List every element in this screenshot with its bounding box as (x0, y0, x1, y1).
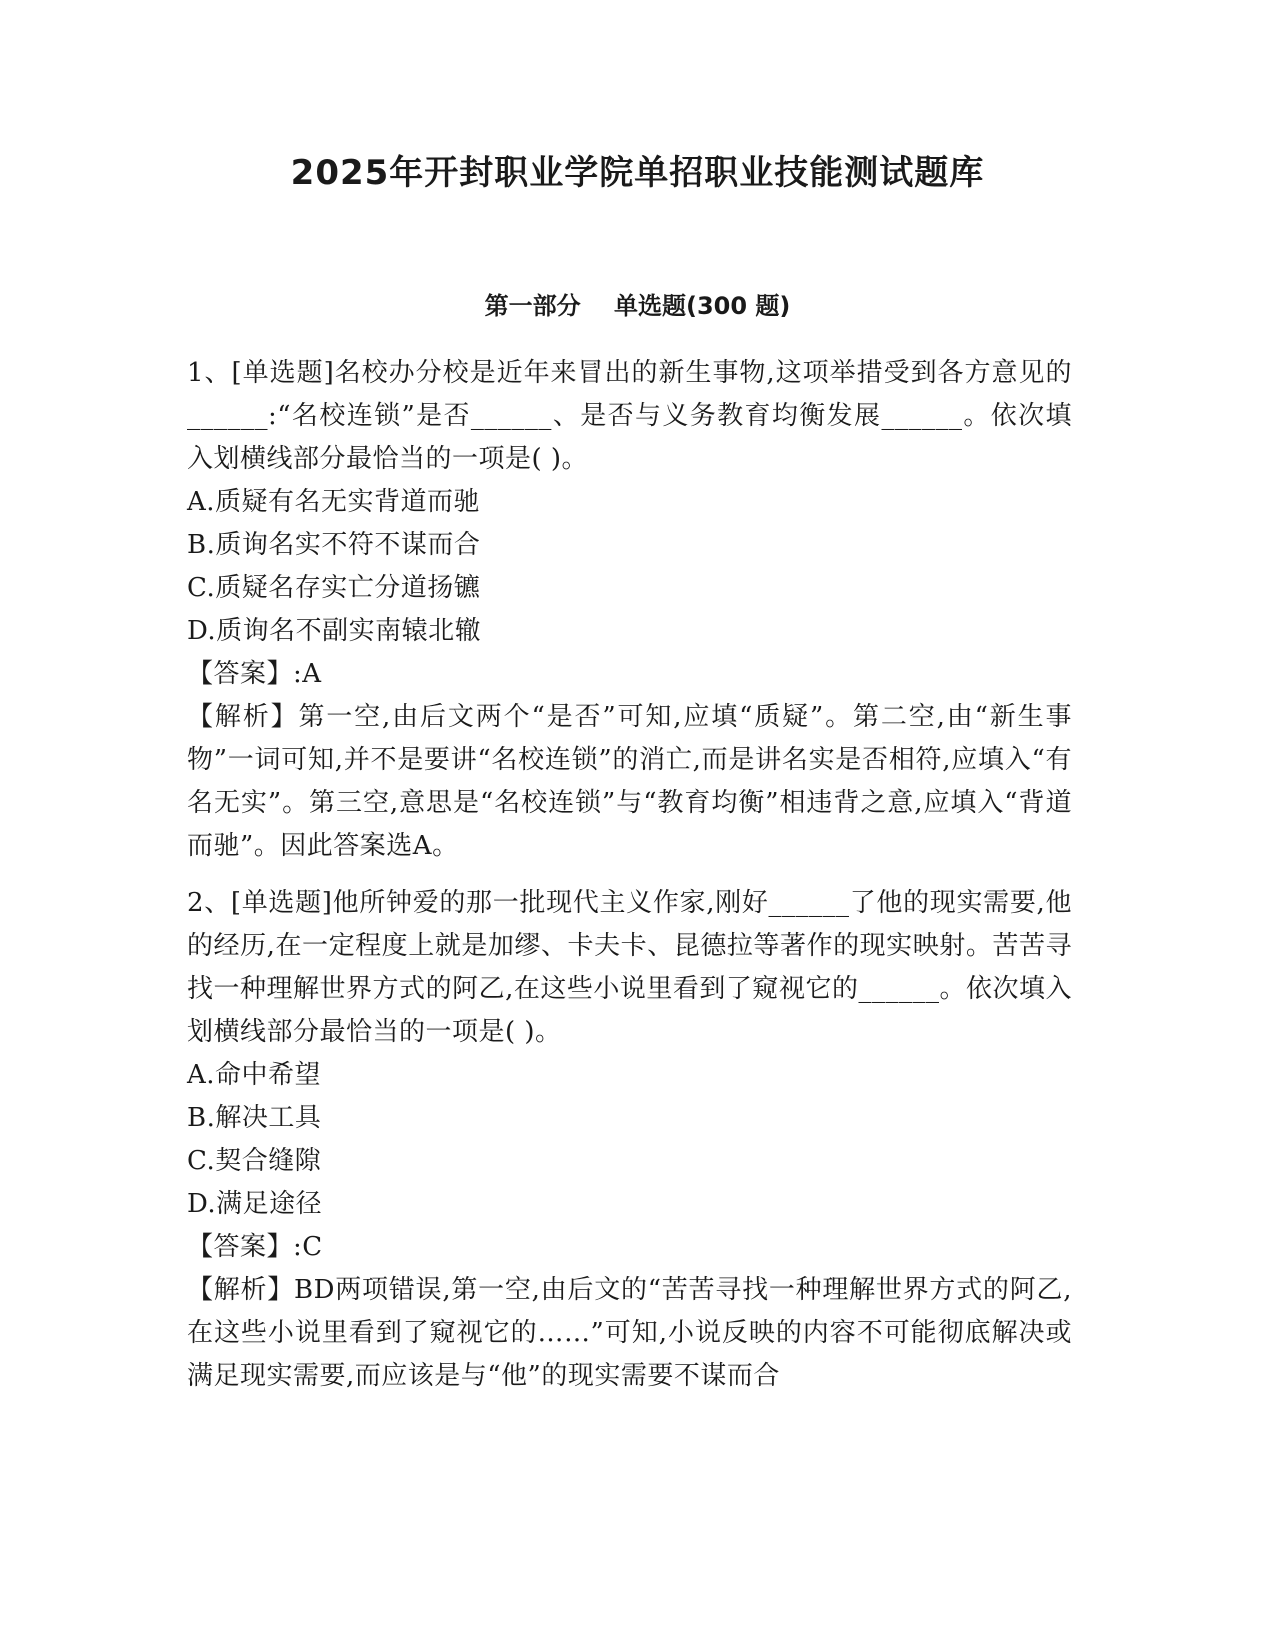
option-c: C.质疑名存实亡分道扬镳 (187, 573, 481, 603)
question-stem: 2、[单选题]他所钟爱的那一批现代主义作家,刚好______了他的现实需要,他的经历,在一定程度上就是加缪、卡夫卡、昆德拉等著作的现实映射。苦苦寻找一种理解世界方式的阿乙,在这些小说里看到了窥视它的______。依次填入划横线部分最恰当的一项是( )。 (187, 888, 1072, 1047)
document-title: 2025年开封职业学院单招职业技能测试题库 (290, 153, 985, 193)
question-stem: 1、[单选题]名校办分校是近年来冒出的新生事物,这项举措受到各方意见的______:“名校连锁”是否______、是否与义务教育均衡发展______。依次填入划横线部分最恰当的一项是( )。 (187, 358, 1072, 474)
option-d: D.满足途径 (187, 1189, 323, 1219)
option-a: A.命中希望 (187, 1060, 322, 1090)
question-list (187, 352, 1072, 1412)
explanation: 【解析】第一空,由后文两个“是否”可知,应填“质疑”。第二空,由“新生事物”一词可知,并不是要讲“名校连锁”的消亡,而是讲名实是否相符,应填入“有名无实”。第三空,意思是“名校连锁”与“教育均衡”相违背之意,应填入“背道而驰”。因此答案选A。 (187, 702, 1072, 861)
section-title: 第一部分 单选题(300 题) (484, 292, 791, 320)
option-d: D.质询名不副实南辕北辙 (187, 616, 482, 646)
option-c: C.契合缝隙 (187, 1146, 322, 1176)
option-a: A.质疑有名无实背道而驰 (187, 487, 481, 517)
answer: 【答案】:C (187, 1232, 323, 1262)
answer: 【答案】:A (187, 659, 322, 689)
option-b: B.解决工具 (187, 1103, 322, 1133)
explanation: 【解析】BD两项错误,第一空,由后文的“苦苦寻找一种理解世界方式的阿乙,在这些小说里看到了窥视它的……”可知,小说反映的内容不可能彻底解决或满足现实需要,而应该是与“他”的现实需要不谋而合 (187, 1275, 1072, 1391)
question-2 (187, 882, 1072, 1398)
question-1 (187, 352, 1072, 868)
option-b: B.质询名实不符不谋而合 (187, 530, 481, 560)
